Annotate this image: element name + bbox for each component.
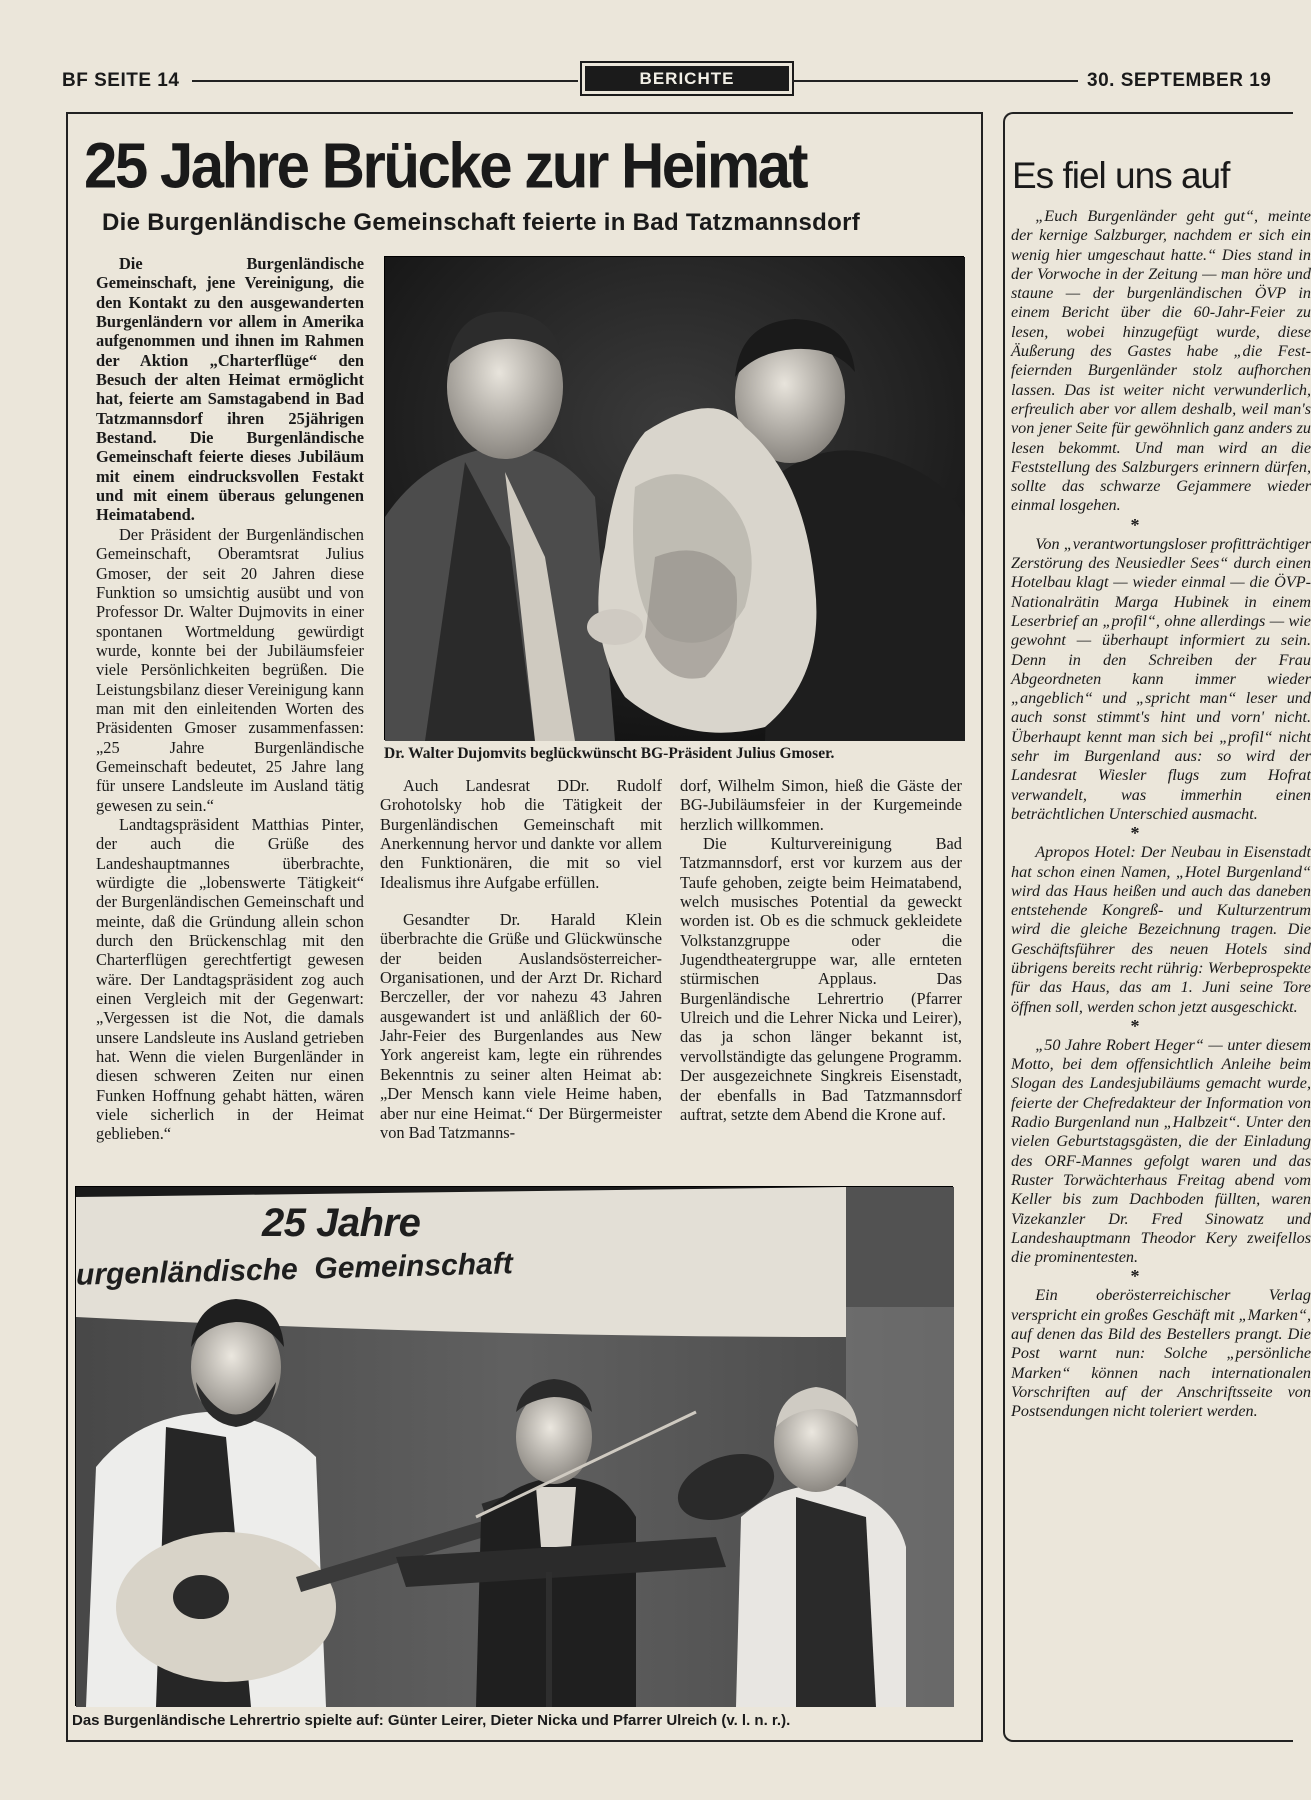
sidebar-text: [1011, 207, 1311, 1767]
photo-lehrertrio: [75, 1186, 953, 1706]
page-label: BF SEITE 14: [62, 70, 180, 91]
article-paragraph: Gesandter Dr. Harald Klein überbrachte die Grüße und Glückwünsche der beiden Auslandsösterreicher-Organisationen, und der Arzt Dr. Richard Berczeller, der vor nahezu 43 Jahren ausgewandert ist und anläßlich der 60-Jahr-Feier des Burgenlandes aus New York angereist kam, legte ein rührendes Bekenntnis zu seiner alten Heimat ab: „Der Mensch kann viele Heime haben, aber nur eine Heimat.“ Der Bürgermeister von Bad Tatzmanns-: [380, 910, 662, 1142]
header-rule-right: [792, 80, 1078, 82]
sidebar-item: „50 Jahre Robert Heger“ — unter diesem Motto, bei dem offensichtlich Anleihe beim Slogan des Landesjubiläums gemacht wurde, feierte der Chefredakteur der Information von Radio Burgenland nun „Halbzeit“. Unter den vielen Geburtstagsgästen, die der Einladung des ORF-Mannes gefolgt waren und das Ruster Torwächterhaus Freitag abend vom Keller bis zum Dachboden füllten, waren Vizekanzler Dr. Fred Sinowatz und Landeshauptmann Theodor Kery zweifellos die prominentesten.: [1011, 1035, 1311, 1267]
photo-lehrertrio-caption: Das Burgenländische Lehrertrio spielte auf: Günter Leirer, Dieter Nicka und Pfarrer Ulreich (v. l. n. r.).: [72, 1712, 791, 1729]
article-column-1: [96, 254, 364, 1144]
banner-title: 25 Jahre: [262, 1201, 421, 1245]
article-paragraph: Die Kulturvereinigung Bad Tatzmannsdorf, erst vor kurzem aus der Taufe gehoben, zeigte beim Heimatabend, welch musisches Potential da geweckt worden ist. Ob es die schmuck gekleidete Volkstanzgruppe oder die Jugendtheatergruppe war, alle ernteten stürmischen Applaus. Das Burgenländische Lehrertrio (Pfarrer Ulreich und die Lehrer Nicka und Leirer), das ja schon länger bekannt ist, vervollständigte das gelungene Programm. Der ausgezeichnete Singkreis Eisenstadt, der ebenfalls in Bad Tatzmannsdorf auftrat, setzte dem Abend die Krone auf.: [680, 834, 962, 1124]
photo-handshake: [384, 256, 964, 740]
section-label: BERICHTE: [580, 61, 794, 96]
banner-subtitle: urgenländische Gemeinschaft: [75, 1247, 514, 1292]
article-paragraph: Der Präsident der Burgenländischen Gemeinschaft, Oberamtsrat Julius Gmoser, der seit 20 Jahren diese Funktion so umsichtig ausübt und von Professor Dr. Walter Dujmovits in einer spontanen Wortmeldung gewürdigt wurde, konnte bei der Jubiläumsfeier viele Persönlichkeiten begrüßen. Die Leistungsbilanz dieser Vereinigung kann man mit den einleitenden Worten des Präsidenten Gmoser zusammenfassen: „25 Jahre Burgenländische Gemeinschaft bedeutet, 25 Jahre lang für unsere Landsleute im Ausland tätig gewesen zu sein.“: [96, 524, 364, 815]
issue-date: 30. SEPTEMBER 19: [1087, 70, 1272, 91]
sidebar-separator: *: [1130, 514, 1140, 535]
sidebar-item: Apropos Hotel: Der Neubau in Eisenstadt hat schon einen Namen, „Hotel Burgenland“ wird das Haus heißen und auch das daneben entstehende Kongreß- und Kulturzentrum wird die gleiche Bezeichnung tragen. Die Geschäftsführer des neuen Hotels sind übrigens bereits recht rührig: Werbeprospekte für das Haus, das am 1. Juni seine Tore öffnen soll, werden schon jetzt ausgeschickt.: [1011, 843, 1311, 1016]
article-headline: 25 Jahre Brücke zur Heimat: [84, 130, 807, 202]
sidebar-item: Ein oberösterreichischer Verlag verspricht ein großes Geschäft mit „Marken“, auf denen das Bild des Bestellers prangt. Die Post warnt nun: Solche „persönliche Marken“ können nach internationalen Vorschriften auf der Anschriftsseite von Postsendungen nicht toleriert werden.: [1011, 1286, 1311, 1421]
article-column-3: [680, 776, 962, 1124]
article-paragraph: Auch Landesrat DDr. Rudolf Grohotolsky hob die Tätigkeit der Burgenländischen Gemeinschaft mit Anerkennung hervor und dankte vor allem den Funktionären, die mit so viel Idealismus ihre Aufgabe erfüllen.: [380, 776, 662, 892]
sidebar-title: Es fiel uns auf: [1012, 155, 1230, 196]
sidebar-item: „Euch Burgenländer geht gut“, meinte der kernige Salzburger, nachdem er sich ein wenig hier umgeschaut hatte.“ Dies stand in der Vorwoche in der Zeitung — man höre und staune — der burgenländischen ÖVP in einem Bericht über die 60-Jahr-Feier zu lesen, wobei hinzugefügt wurde, diese Äußerung des Gastes habe „die Fest-feiernden Burgenländer stolz aufhorchen lassen. Das ist weiter nicht verwunderlich, erfreulich aber vor allem deshalb, weil man's von jener Seite für gewöhnlich ganz anders zu lesen bekommt. Und man wird an die Feststellung des Salzburgers erinnern dürfen, sollte das schwarze Gejammere wieder einmal losgehen.: [1011, 207, 1311, 515]
article-paragraph: dorf, Wilhelm Simon, hieß die Gäste der BG-Jubiläumsfeier in der Kurgemeinde herzlich willkommen.: [680, 776, 962, 834]
article-subhead: Die Burgenländische Gemeinschaft feierte in Bad Tatzmannsdorf: [102, 209, 861, 236]
photo-handshake-illustration: [385, 257, 965, 741]
article-column-2: [380, 776, 662, 1142]
sidebar-item: Von „verantwortungsloser profitträchtiger Zerstörung des Neusiedler Sees“ durch einen Hotelbau klagt — wieder einmal — die ÖVP-Nationalrätin Marga Hubinek in einem Leserbrief an „profil“, ohne allerdings — wie gewohnt — überhaupt informiert zu sein. Denn in den Schreiben der Frau Abgeordneten kann immer wieder „angeblich“ und „spricht man“ leser und auch sonst stimmt's hint und vorn' nicht. Überhaupt kennt man sich bei „profil“ nicht sehr im Burgenland aus: so wird der Landesrat Wiesler flugs zum Hofrat verwandelt, was immerhin einen beträchtlichen Unterschied ausmacht.: [1011, 534, 1311, 823]
article-lead-paragraph: Die Burgenländische Gemeinschaft, jene Vereinigung, die den Kontakt zu den ausgewanderten Burgenländern vor allem in Amerika aufgenommen und ihnen im Rahmen der Aktion „Charterflüge“ den Besuch der alten Heimat ermöglicht hat, feierte am Samstagabend in Bad Tatzmannsdorf ihren 25jährigen Bestand. Die Burgenländische Gemeinschaft feierte dieses Jubiläum mit einem eindrucksvollen Festakt und mit einem überaus gelungenen Heimatabend.: [96, 254, 364, 525]
header-rule-left: [192, 80, 578, 82]
photo-handshake-caption: Dr. Walter Dujomvits beglückwünscht BG-Präsident Julius Gmoser.: [384, 745, 835, 762]
article-paragraph: Landtagspräsident Matthias Pinter, der auch die Grüße des Landeshauptmannes überbrachte, würdigte die „lobenswerte Tätigkeit“ der Burgenländischen Gemeinschaft und meinte, daß die Gründung allein schon durch den Brückenschlag mit den Charterflügen gerechtfertigt gewesen wäre. Der Landtagspräsident zog auch einen Vergleich mit der Gegenwart: „Vergessen ist die Not, die damals unsere Landsleute ins Ausland getrieben hat. Wenn die vielen Burgenländer in diesen schweren Zeiten nur einen Funken Hoffnung gehabt hätten, wären viele sicherlich in der Heimat geblieben.“: [96, 814, 364, 1144]
sidebar-separator: *: [1130, 1266, 1140, 1287]
sidebar-separator: *: [1130, 1015, 1140, 1036]
sidebar-separator: *: [1130, 823, 1140, 844]
